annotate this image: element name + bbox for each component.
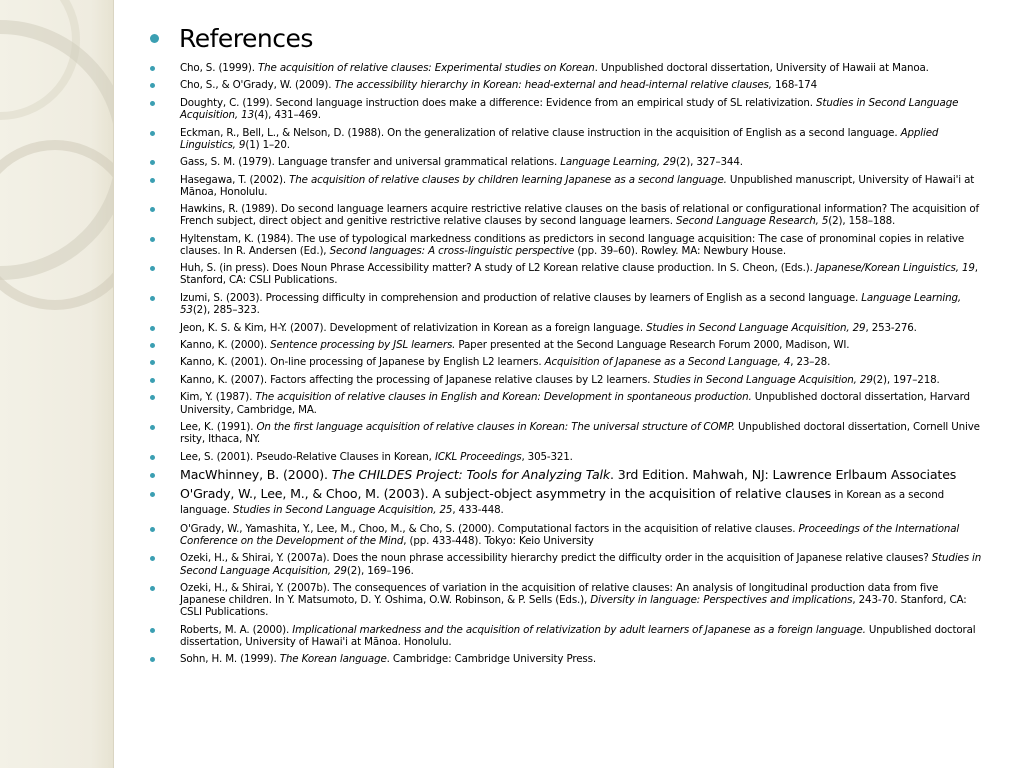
reference-text: Unpublished manuscript, University of Hawai'i at Mānoa, Honolulu. xyxy=(180,173,975,198)
reference-title-text: The acquisition of relative clauses in English and Korean: Development in spontaneous production. xyxy=(255,391,752,404)
reference-item xyxy=(150,653,985,665)
reference-item xyxy=(150,624,985,648)
reference-text: Jeon, K. S. & Kim, H-Y. (2007). Development of relativization in Korean as a foreign language. xyxy=(180,321,647,334)
reference-title-text: The Korean language xyxy=(279,653,387,666)
reference-text: , 305-321. xyxy=(521,450,573,463)
reference-item xyxy=(150,523,985,547)
reference-text: , 23–28. xyxy=(790,356,831,369)
reference-text: Cho, S., & O'Grady, W. (2009). xyxy=(180,79,335,92)
reference-text: O'Grady, W., Lee, M., & Choo, M. (2003). A subject-object asymmetry in the acquisition of relative clauses xyxy=(180,486,832,502)
reference-item xyxy=(150,97,985,121)
bullet-icon xyxy=(150,66,155,71)
reference-title-text: Studies in Second Language Acquisition, 29 xyxy=(180,552,982,577)
bullet-icon xyxy=(150,326,155,331)
reference-item xyxy=(150,156,985,168)
reference-text: Unpublished doctoral dissertation, University of Hawai'i at Mānoa. Honolulu. xyxy=(180,623,976,648)
reference-text: O'Grady, W., Yamashita, Y., Lee, M., Choo, M., & Cho, S. (2000). Computational factors in the acquisition of relative clauses. xyxy=(180,522,799,535)
reference-item xyxy=(150,391,985,415)
reference-text: (2), 169–196. xyxy=(346,564,414,577)
bullet-icon xyxy=(150,395,155,400)
reference-text: Gass, S. M. (1979). Language transfer and universal grammatical relations. xyxy=(180,156,561,169)
reference-title-text: Acquisition of Japanese as a Second Language, 4 xyxy=(544,356,791,369)
reference-text: in Korean as a second language. xyxy=(180,489,944,517)
reference-item xyxy=(150,62,985,74)
reference-item xyxy=(150,292,985,316)
slide-content xyxy=(150,18,985,671)
reference-title-text: Second languages: A cross-linguistic perspective xyxy=(329,244,575,257)
reference-item xyxy=(150,356,985,368)
reference-item xyxy=(150,233,985,257)
reference-text: MacWhinney, B. (2000). xyxy=(180,467,332,483)
reference-item xyxy=(150,339,985,351)
bullet-icon xyxy=(150,425,155,430)
decorative-side-band xyxy=(0,0,114,768)
reference-text: , 253-276. xyxy=(865,321,917,334)
reference-text: . Unpublished doctoral dissertation, University of Hawaii at Manoa. xyxy=(594,62,929,74)
reference-text: (1) 1–20. xyxy=(245,138,290,151)
reference-text: Kanno, K. (2001). On-line processing of Japanese by English L2 learners. xyxy=(180,356,545,369)
reference-item xyxy=(150,451,985,463)
reference-item xyxy=(150,203,985,227)
reference-title-text: The acquisition of relative clauses: Experimental studies on Korean xyxy=(258,62,595,74)
reference-text: Izumi, S. (2003). Processing difficulty in comprehension and production of relative clauses by learners of English as a second language. xyxy=(180,291,862,304)
reference-text: Huh, S. (in press). Does Noun Phrase Accessibility matter? A study of L2 Korean relative clause production. In S. Cheon, (Eds.). xyxy=(180,262,816,275)
reference-text: 168-174 xyxy=(771,79,817,92)
reference-item xyxy=(150,127,985,151)
reference-text: (pp. 39–60). Rowley. MA: Newbury House. xyxy=(574,244,786,257)
reference-title-text: ICKL Proceedings xyxy=(434,450,522,463)
bullet-icon xyxy=(150,343,155,348)
reference-title-text: The accessibility hierarchy in Korean: head-external and head-internal relative clauses, xyxy=(334,79,772,92)
decorative-ring xyxy=(0,140,114,310)
bullet-icon xyxy=(150,237,155,242)
reference-title-text: Language Learning, 53 xyxy=(180,291,961,317)
bullet-icon xyxy=(150,83,155,88)
reference-item xyxy=(150,421,985,445)
reference-title-text: Applied Linguistics, 9 xyxy=(180,126,939,151)
reference-title-text: Proceedings of the International Conference on the Development of the Mind xyxy=(180,522,960,547)
reference-text: . Cambridge: Cambridge University Press. xyxy=(386,653,596,666)
reference-item xyxy=(150,487,985,517)
bullet-icon xyxy=(150,101,155,106)
reference-text: (2), 285–323. xyxy=(192,304,260,317)
bullet-icon xyxy=(150,160,155,165)
reference-text: Doughty, C. (199). Second language instruction does make a difference: Evidence from an empirical study of SL relativization. xyxy=(180,96,817,109)
reference-text: Unpublished doctoral dissertation, Cornell Unive rsity, Ithaca, NY. xyxy=(180,421,980,446)
reference-list xyxy=(150,62,985,665)
reference-item xyxy=(150,262,985,286)
reference-item xyxy=(150,552,985,576)
reference-text: Sohn, H. M. (1999). xyxy=(180,653,280,666)
reference-text: Ozeki, H., & Shirai, Y. (2007a). Does the noun phrase accessibility hierarchy predict the difficulty order in the acquisition of Japanese relative clauses? xyxy=(180,552,932,565)
reference-item xyxy=(150,174,985,198)
bullet-icon xyxy=(150,296,155,301)
bullet-icon xyxy=(150,455,155,460)
reference-item xyxy=(150,322,985,334)
title-row xyxy=(150,18,985,58)
reference-title-text: Studies in Second Language Acquisition, 29 xyxy=(646,321,866,334)
bullet-icon xyxy=(150,586,155,591)
reference-text: Lee, S. (2001). Pseudo-Relative Clauses in Korean, xyxy=(180,450,435,463)
reference-text: Hawkins, R. (1989). Do second language learners acquire restrictive relative clauses on the basis of relational or configurational information? The acquisition of French subject, direct object and genitive restrictive relative clauses by second language learners. xyxy=(180,203,980,228)
reference-item xyxy=(150,468,985,482)
reference-text: Ozeki, H., & Shirai, Y. (2007b). The consequences of variation in the acquisition of relative clauses: An analysis of longitudinal production data from five Japanese children. In Y. Matsumoto, D. Y. Oshima, O.W. Robinson, & P. Sells (Eds.), xyxy=(180,582,939,607)
bullet-icon xyxy=(150,34,159,43)
bullet-icon xyxy=(150,527,155,532)
reference-text: Hasegawa, T. (2002). xyxy=(180,173,290,186)
reference-title-text: Second Language Research, 5 xyxy=(676,215,829,228)
reference-text: Kanno, K. (2007). Factors affecting the processing of Japanese relative clauses by L2 learners. xyxy=(180,373,654,386)
reference-text: , (pp. 433-448). Tokyo: Keio University xyxy=(403,534,594,547)
bullet-icon xyxy=(150,657,155,662)
reference-text: Cho, S. (1999). xyxy=(180,62,259,74)
bullet-icon xyxy=(150,378,155,383)
reference-title-text: Diversity in language: Perspectives and implications xyxy=(590,594,853,607)
reference-text: Kanno, K. (2000). xyxy=(180,338,271,351)
reference-text: (2), 158–188. xyxy=(828,215,896,228)
reference-text: , Stanford, CA: CSLI Publications. xyxy=(180,262,978,287)
bullet-icon xyxy=(150,131,155,136)
reference-title-text: The acquisition of relative clauses by children learning Japanese as a second language. xyxy=(289,173,727,186)
reference-text: , 433-448. xyxy=(452,504,504,517)
reference-title-text: On the first language acquisition of relative clauses in Korean: The universal structure of COMP. xyxy=(256,421,735,434)
reference-text: (2), 327–344. xyxy=(675,156,743,169)
bullet-icon xyxy=(150,266,155,271)
reference-text: Roberts, M. A. (2000). xyxy=(180,623,293,636)
reference-title-text: Implicational markedness and the acquisition of relativization by adult learners of Japanese as a foreign language. xyxy=(292,623,866,636)
reference-text: Eckman, R., Bell, L., & Nelson, D. (1988). On the generalization of relative clause instruction in the acquisition of English as a second language. xyxy=(180,126,901,139)
reference-text: Paper presented at the Second Language Research Forum 2000, Madison, WI. xyxy=(455,338,850,351)
reference-text: , 243-70. Stanford, CA: CSLI Publications. xyxy=(180,594,967,619)
reference-title-text: Language Learning, 29 xyxy=(560,156,676,169)
bullet-icon xyxy=(150,556,155,561)
reference-title-text: Studies in Second Language Acquisition, 29 xyxy=(653,373,873,386)
reference-item xyxy=(150,374,985,386)
reference-text: (2), 197–218. xyxy=(872,373,940,386)
reference-item xyxy=(150,582,985,618)
reference-text: (4), 431–469. xyxy=(253,109,321,122)
reference-title-text: Studies in Second Language Acquisition, 25 xyxy=(233,504,453,517)
reference-text: Hyltenstam, K. (1984). The use of typological markedness conditions as predictors in second language acquisition: The case of pronominal copies in relative clauses. In R. Andersen (Ed.), xyxy=(180,232,965,257)
bullet-icon xyxy=(150,178,155,183)
slide-title: References xyxy=(179,23,313,53)
reference-text: Unpublished doctoral dissertation, Harvard University, Cambridge, MA. xyxy=(180,391,970,416)
bullet-icon xyxy=(150,492,155,497)
reference-text: . 3rd Edition. Mahwah, NJ: Lawrence Erlbaum Associates xyxy=(610,467,957,483)
bullet-icon xyxy=(150,207,155,212)
reference-title-text: Japanese/Korean Linguistics, 19 xyxy=(815,262,975,275)
reference-title-text: Sentence processing by JSL learners. xyxy=(270,338,456,351)
reference-title-text: Studies in Second Language Acquisition, 13 xyxy=(180,96,959,122)
reference-item xyxy=(150,79,985,91)
bullet-icon xyxy=(150,628,155,633)
reference-title-text: The CHILDES Project: Tools for Analyzing Talk xyxy=(331,467,611,483)
bullet-icon xyxy=(150,473,155,478)
reference-text: Lee, K. (1991). xyxy=(180,421,257,434)
reference-text: Kim, Y. (1987). xyxy=(180,391,256,404)
bullet-icon xyxy=(150,360,155,365)
